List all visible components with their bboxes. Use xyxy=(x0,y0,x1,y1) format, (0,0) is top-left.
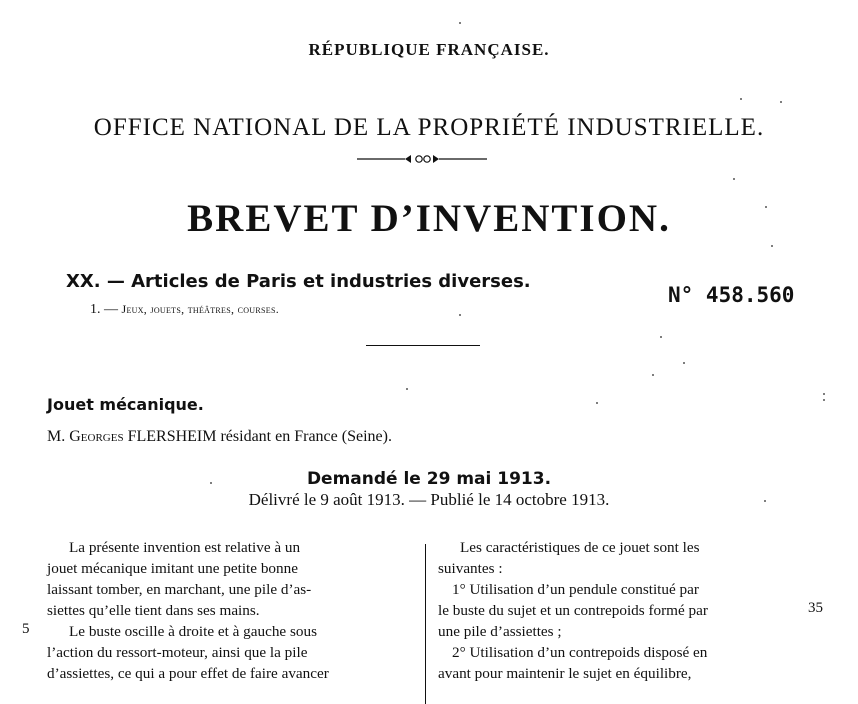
body-line: avant pour maintenir le sujet en équilibre, xyxy=(438,665,692,682)
scan-speck xyxy=(459,22,461,24)
body-line: jouet mécanique imitant une petite bonne xyxy=(47,560,298,577)
section-rule xyxy=(366,345,480,346)
scan-speck xyxy=(740,98,742,100)
body-line: une pile d’assiettes ; xyxy=(438,623,562,640)
body-line: 2° Utilisation d’un contrepoids disposé en xyxy=(452,644,708,661)
classification-group: XX. — Articles de Paris et industries diverses. xyxy=(66,271,531,292)
scan-speck xyxy=(652,374,654,376)
ornament-divider-icon xyxy=(357,152,487,166)
scan-speck xyxy=(765,206,767,208)
column-divider xyxy=(425,544,426,704)
applicant-prefix: M. xyxy=(47,428,66,445)
body-line: d’assiettes, ce qui a pour effet de faire avancer xyxy=(47,665,329,682)
document-title: BREVET D’INVENTION. xyxy=(187,197,671,240)
body-column-left xyxy=(47,537,412,684)
date-requested: Demandé le 29 mai 1913. xyxy=(306,469,552,489)
body-line: 1° Utilisation d’un pendule constitué par xyxy=(452,581,699,598)
scan-speck xyxy=(780,101,782,103)
body-line: La présente invention est relative à un xyxy=(69,539,301,556)
invention-title: Jouet mécanique. xyxy=(47,395,204,414)
body-line: l’action du ressort-moteur, ainsi que la pile xyxy=(47,644,308,661)
body-line: Le buste oscille à droite et à gauche sous xyxy=(69,623,317,640)
body-line: le buste du sujet et un contrepoids formé par xyxy=(438,602,708,619)
scan-speck xyxy=(771,245,773,247)
line-number-left: 5 xyxy=(22,621,30,637)
scan-speck xyxy=(596,402,598,404)
applicant-details: FLERSHEIM résidant en France (Seine). xyxy=(127,428,392,445)
body-column-right xyxy=(438,537,806,684)
body-line: suivantes : xyxy=(438,560,503,577)
patent-number: N° 458.560 xyxy=(668,283,795,307)
classification-subgroup xyxy=(90,302,279,318)
body-line: siettes qu’elle tient dans ses mains. xyxy=(47,602,260,619)
scan-speck xyxy=(210,482,212,484)
scan-speck xyxy=(660,336,662,338)
date-delivered-published: Délivré le 9 août 1913. — Publié le 14 octobre 1913. xyxy=(248,490,610,509)
applicant-first-name: Georges xyxy=(69,428,124,445)
scan-speck xyxy=(683,362,685,364)
office-header: OFFICE NATIONAL DE LA PROPRIÉTÉ INDUSTRIELLE. xyxy=(93,114,765,141)
applicant-line xyxy=(47,428,392,446)
subgroup-number: 1. — xyxy=(90,302,118,317)
republic-header: RÉPUBLIQUE FRANÇAISE. xyxy=(308,40,550,59)
scan-speck xyxy=(733,178,735,180)
scan-speck xyxy=(406,388,408,390)
scan-speck xyxy=(459,314,461,316)
scan-speck xyxy=(764,500,766,502)
body-line: Les caractéristiques de ce jouet sont les xyxy=(460,539,700,556)
scan-speck xyxy=(823,399,825,401)
scan-speck xyxy=(823,393,825,395)
line-number-right: 35 xyxy=(808,600,823,616)
body-line: laissant tomber, en marchant, une pile d’as- xyxy=(47,581,312,598)
subgroup-label: Jeux, jouets, théâtres, courses. xyxy=(121,302,279,316)
